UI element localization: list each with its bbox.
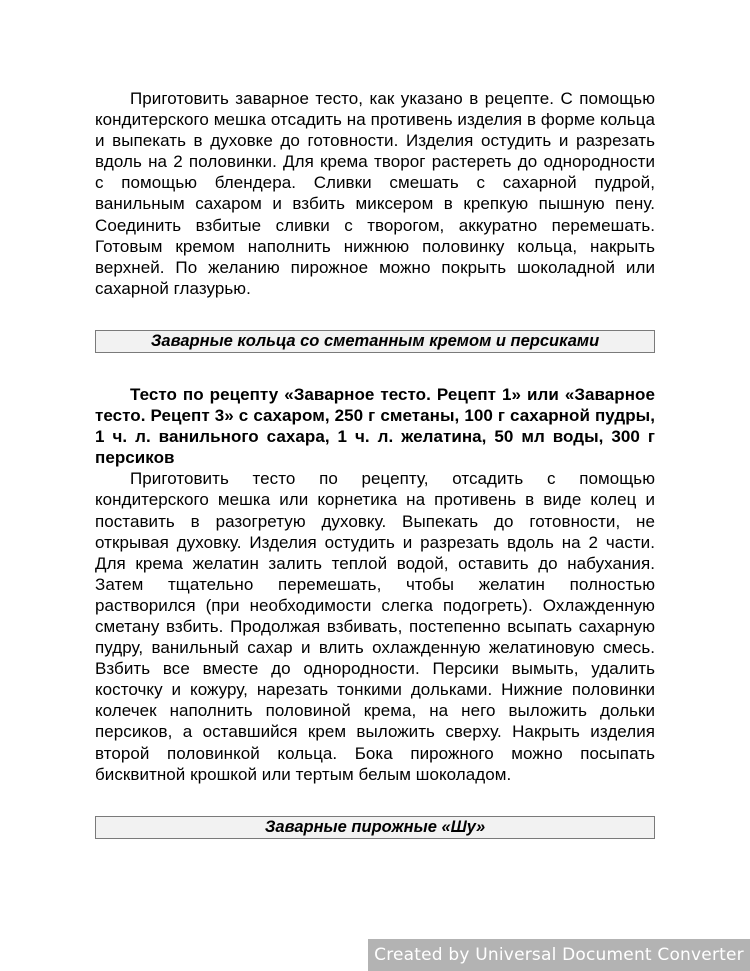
- section-heading: Заварные пирожные «Шу»: [95, 816, 655, 839]
- recipe-paragraph: Приготовить заварное тесто, как указано в рецепте. С помощью кондитерского мешка отсадить на противень изделия в форме кольца и выпекать в духовке до готовности. Изделия остудить и разрезать вдоль на 2 половинки. Для крема творог растереть до однородности с помощью блендера. Сливки смешать с сахарной пудрой, ванильным сахаром и взбить миксером в крепкую пышную пену. Соединить взбитые сливки с творогом, аккуратно перемешать. Готовым кремом наполнить нижнюю половинку кольца, накрыть верхней. По желанию пирожное можно покрыть шоколадной или сахарной глазурью.: [95, 89, 655, 298]
- recipe-paragraph: Приготовить тесто по рецепту, отсадить с помощью кондитерского мешка или корнетика на противень в виде колец и поставить в разогретую духовку. Выпекать до готовности, не открывая духовку. Изделия остудить и разрезать вдоль на 2 части. Для крема желатин залить теплой водой, оставить до набухания. Затем тщательно перемешать, чтобы желатин полностью растворился (при необходимости слегка подогреть). Охлажденную сметану взбить. Продолжая взбивать, постепенно всыпать сахарную пудру, ванильный сахар и влить охлажденную желатиновую смесь. Взбить все вместе до однородности. Персики вымыть, удалить косточку и кожуру, нарезать тонкими дольками. Нижние половинки колечек наполнить половиной крема, на него выложить дольки персиков, а оставшийся крем выложить сверху. Накрыть изделия второй половинкой кольца. Бока пирожного можно посыпать бисквитной крошкой или тертым белым шоколадом.: [95, 469, 655, 784]
- section-heading: Заварные кольца со сметанным кремом и персиками: [95, 330, 655, 353]
- watermark-banner: Created by Universal Document Converter: [368, 939, 750, 971]
- ingredients-paragraph: Тесто по рецепту «Заварное тесто. Рецепт 1» или «Заварное тесто. Рецепт 3» с сахаром, 250 г сметаны, 100 г сахарной пудры, 1 ч. л. ванильного сахара, 1 ч. л. желатина, 50 мл воды, 300 г персиков: [95, 384, 655, 468]
- document-page: [95, 88, 655, 839]
